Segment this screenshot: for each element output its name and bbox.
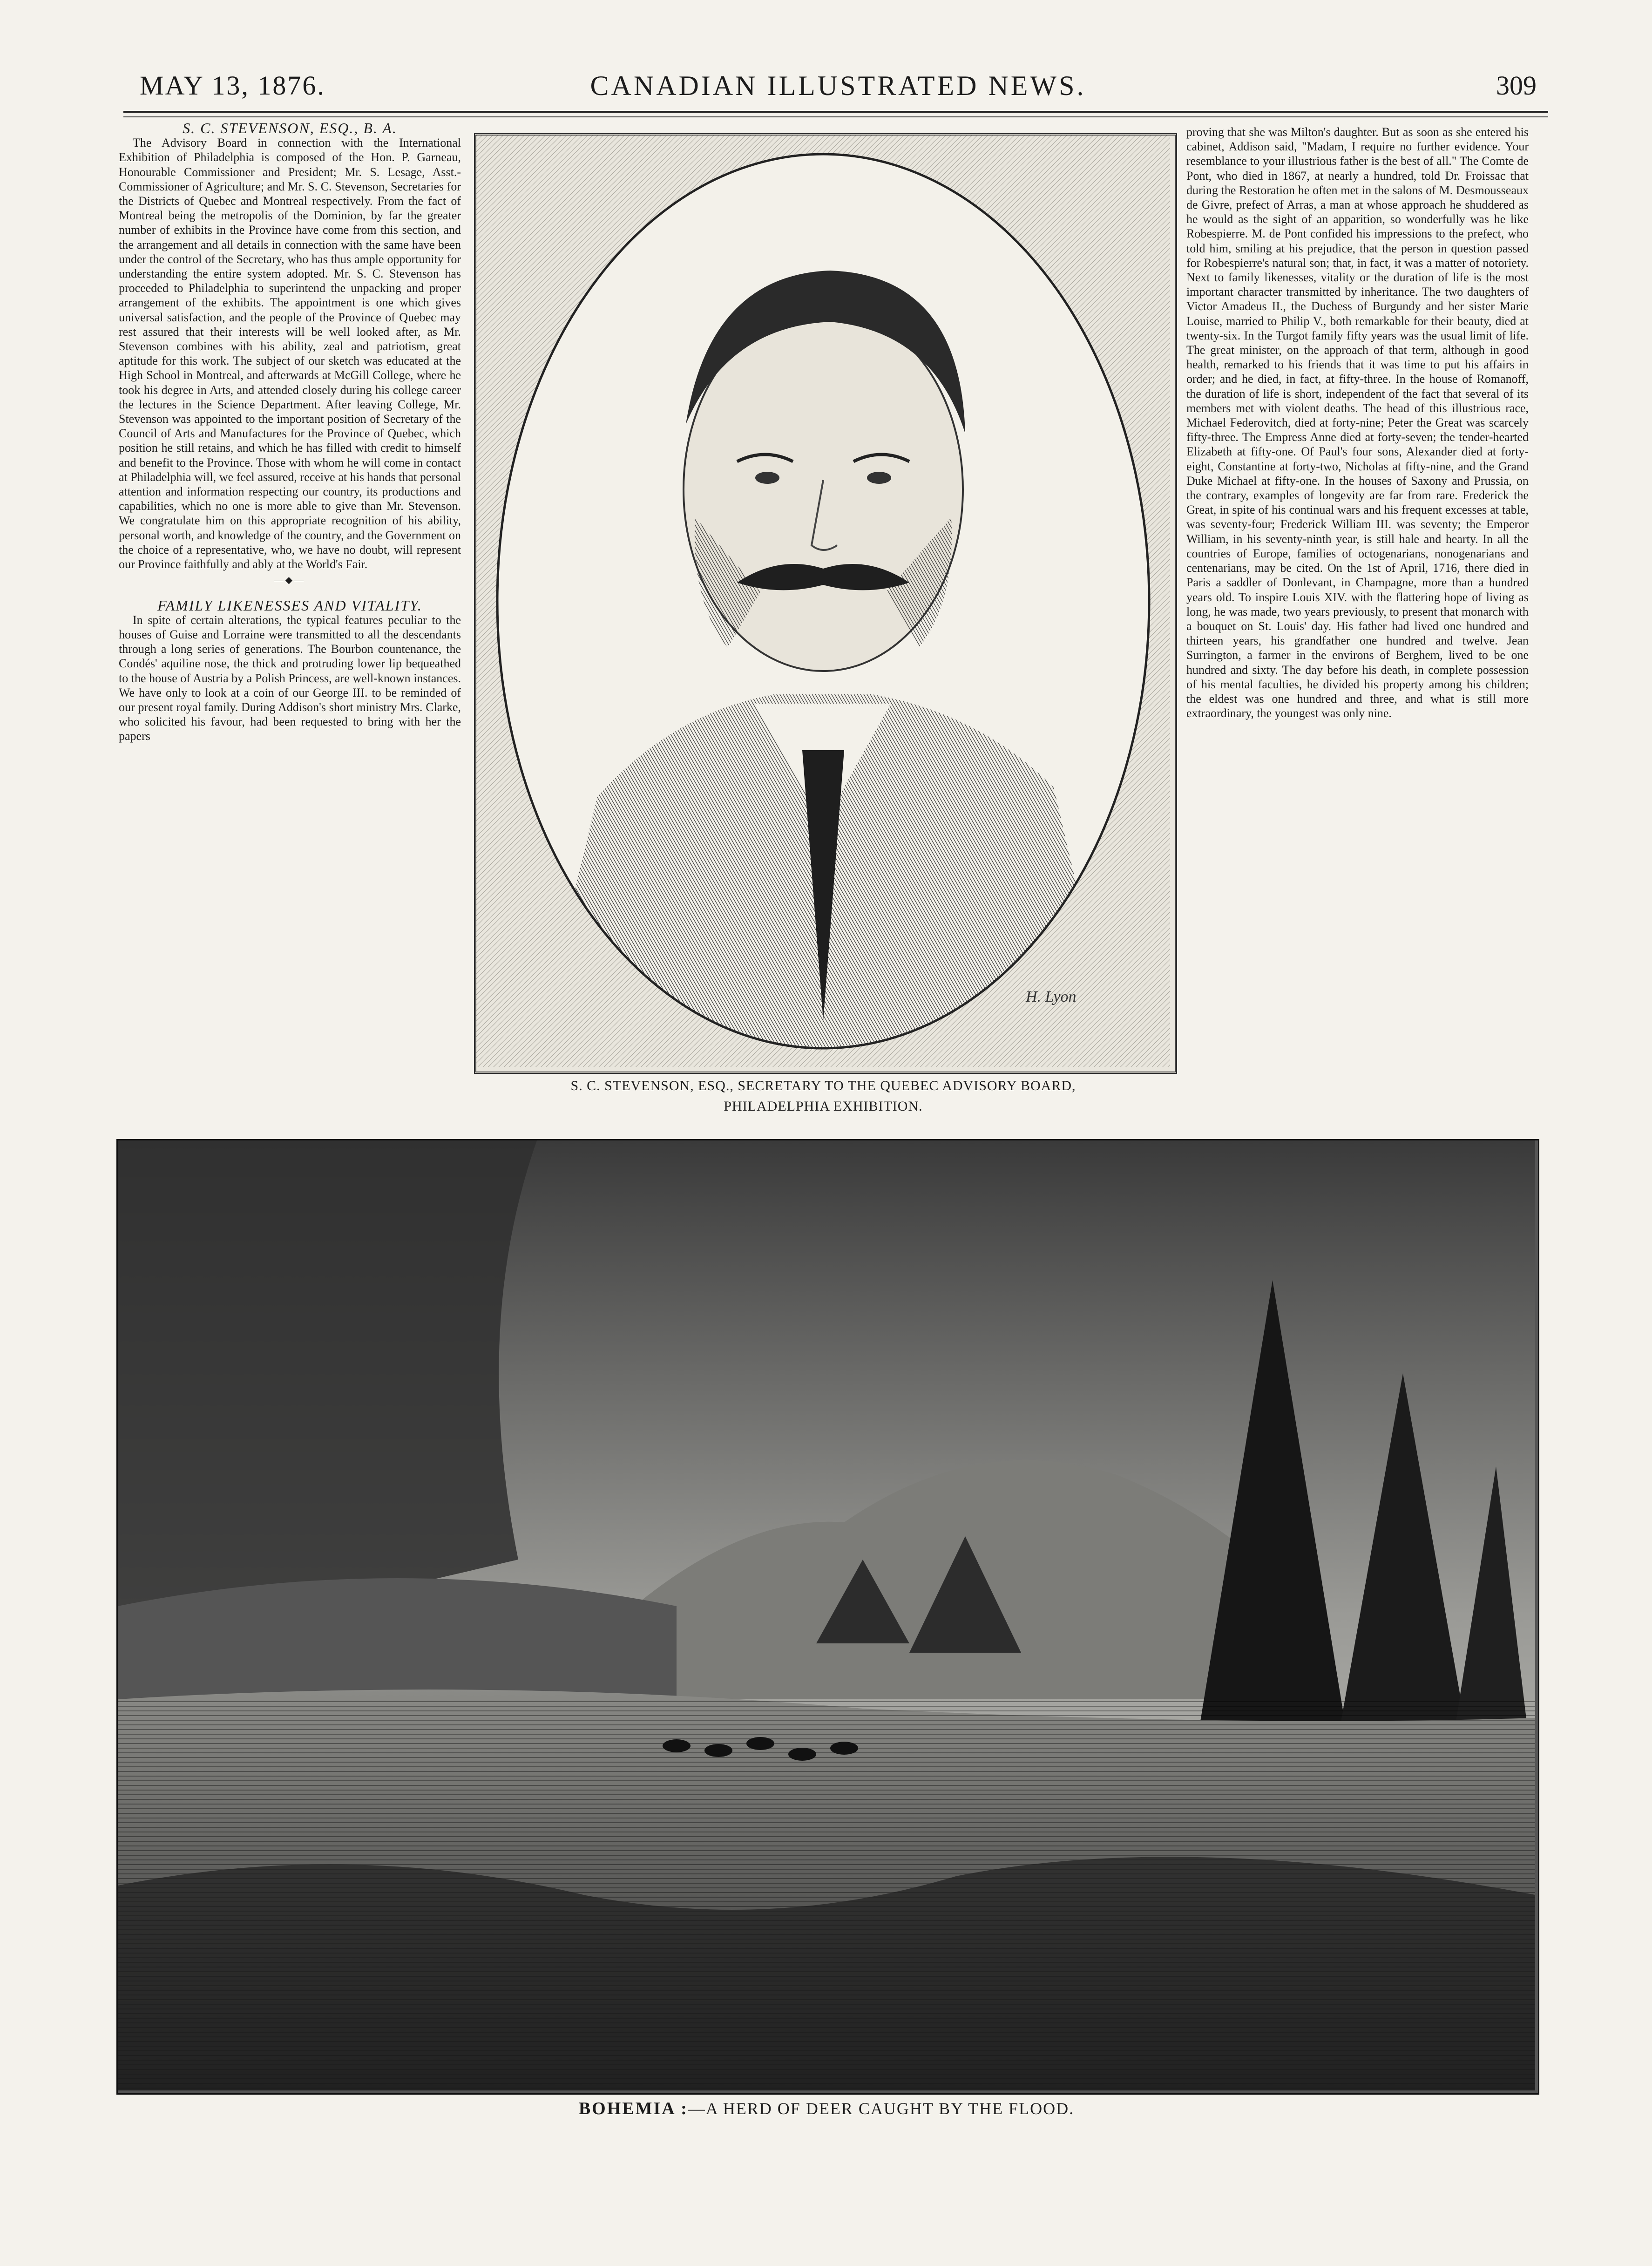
- portrait-illustration: [476, 136, 1170, 1067]
- article-body-stevenson: The Advisory Board in connection with the International Exhibition of Philadelphia is composed of the Hon. P. Garneau, Honourable Commissioner and President; Mr. S. Lesage, Asst.-Commissioner of Agriculture; and Mr. S. C. Stevenson, Secretaries for the Districts of Quebec and Montreal respectively. From the fact of Montreal being the metropolis of the Dominion, by far the greater number of exhibits in the Province have come from this section, and the arrangement and all details in connection with the same have been under the control of the Secretary, who has thus ample opportunity for understanding the entire system adopted. Mr. S. C. Stevenson has proceeded to Philadelphia to superintend the unpacking and proper arrangement of the exhibits. The appointment is one which gives universal satisfaction, and the people of the Province of Quebec may rest assured that their interests will be well looked after, as Mr. Stevenson combines with his ability, zeal and patriotism, great aptitude for this work. The subject of our sketch was educated at the High School in Montreal, and afterwards at McGill College, where he took his degree in Arts, and attended closely during his college career the lectures in the Science Department. After leaving College, Mr. Stevenson was appointed to the important position of Secretary of the Council of Arts and Manufactures for the Province of Quebec, which position he still retains, and which he has filled with credit to himself and benefit to the Province. Those with whom he will come in contact at Philadelphia will, we feel assured, receive at his hands that personal attention and information respecting our country, its productions and capabilities, which no one is more able to give than Mr. Stevenson. We congratulate him on this appropriate recognition of his ability, personal worth, and knowledge of the country, and the Government on the choice of a representative, who, we have no doubt, will represent our Province faithfully and ably at the World's Fair.: [119, 136, 461, 571]
- landscape-engraving: [116, 1139, 1539, 2095]
- page-number: 309: [1496, 70, 1537, 101]
- artist-signature: H. Lyon: [1026, 988, 1077, 1005]
- portrait-caption-line2: PHILADELPHIA EXHIBITION.: [724, 1099, 923, 1114]
- portrait-caption-line1: S. C. STEVENSON, ESQ., SECRETARY TO THE QUEBEC ADVISORY BOARD,: [570, 1078, 1076, 1093]
- publication-title: CANADIAN ILLUSTRATED NEWS.: [590, 70, 1086, 101]
- landscape-illustration: [118, 1140, 1535, 2090]
- masthead: [140, 70, 1537, 112]
- masthead-rule: [123, 111, 1548, 113]
- masthead-rule-thin: [123, 116, 1548, 117]
- article-body-family-likenesses-right: proving that she was Milton's daughter. But as soon as she entered his cabinet, Addison said, "Madam, I require no further evidence. Your resemblance to your illustrious father is the best of all." The Comte de Pont, who died in 1867, at nearly a hundred, told Dr. Froissac that during the Restoration he often met in the salons of M. Desmousseaux de Givre, prefect of Arras, a man at whose approach he shuddered as he would as the sight of an apparition, so wonderfully was he like Robespierre. M. de Pont confided his impressions to the prefect, who told him, smiling at his prejudice, that the person in question passed for Robespierre's natural son; that, in fact, it was a matter of notoriety. Next to family likenesses, vitality or the duration of life is the most important character transmitted by inheritance. The two daughters of Victor Amadeus II., the Duchess of Burgundy and her sister Marie Louise, married to Philip V., both remarkable for their beauty, died at twenty-six. In the Turgot family fifty years was the usual limit of life. The great minister, on the approach of that term, although in good health, remarked to his friends that it was time to put his affairs in order; and he died, in fact, at fifty-three. In the house of Romanoff, the duration of life is short, independent of the fact that several of its members met with violent deaths. The head of this illustrious race, Michael Federovitch, died at forty-nine; Peter the Great was scarcely fifty-three. The Empress Anne died at forty-seven; the tender-hearted Elizabeth at fifty-one. Of Paul's four sons, Alexander died at forty-eight, Constantine at forty-two, Nicholas at fifty-nine, and the Grand Duke Michael at fifty-one. In the houses of Saxony and Prussia, on the contrary, examples of longevity are far from rare. Frederick the Great, in spite of his continual wars and his frequent excesses at table, was seventy-four; Frederick William III. was seventy; the Emperor William, in his seventy-ninth year, is still hale and hearty. In all the countries of Europe, families of octogenarians, nonogenarians and centenarians, may be cited. On the 1st of April, 1716, there died in Paris a saddler of Donlevant, in Champagne, more than a hundred years old. To inspire Louis XIV. with the flattering hope of living as long, he was made, two years previously, to present that monarch with a bouquet on St. Louis' day. His father had lived one hundred and thirteen years, his grandfather one hundred and twelve. Jean Surrington, a farmer in the environs of Berghem, lived to be one hundred and sixty. The day before his death, in complete possession of his mental faculties, he divided his property among his children; the eldest was one hundred and three, and what is still more extraordinary, the youngest was only nine.: [1186, 125, 1529, 720]
- portrait-engraving: [474, 133, 1177, 1074]
- article-body-family-likenesses-left: In spite of certain alterations, the typical features peculiar to the houses of Guise and Lorraine were transmitted to all the descendants through a long series of generations. The Bourbon countenance, the Condés' aquiline nose, the thick and protruding lower lip bequeathed to the house of Austria by a Polish Princess, are well-known instances. We have only to look at a coin of our George III. to be reminded of our present royal family. During Addison's short ministry Mrs. Clarke, who solicited his favour, had been requested to bring with her the papers: [119, 613, 461, 743]
- landscape-caption: [116, 2098, 1537, 2119]
- article-heading-family-likenesses: FAMILY LIKENESSES AND VITALITY.: [157, 597, 422, 614]
- section-divider: —◆—: [274, 575, 306, 586]
- article-heading-stevenson: S. C. STEVENSON, ESQ., B. A.: [183, 120, 397, 136]
- issue-date: MAY 13, 1876.: [140, 70, 325, 101]
- landscape-caption-text: —A HERD OF DEER CAUGHT BY THE FLOOD.: [688, 2099, 1075, 2118]
- right-column: [1186, 125, 1529, 720]
- landscape-caption-place: BOHEMIA :: [578, 2099, 688, 2118]
- left-column: [119, 121, 461, 744]
- portrait-caption: [474, 1076, 1172, 1117]
